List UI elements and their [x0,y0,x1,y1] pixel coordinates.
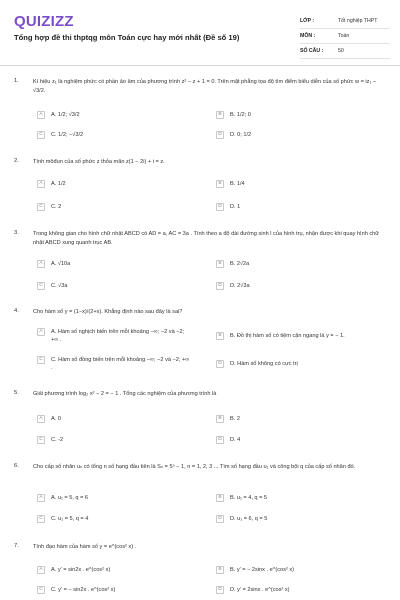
option-text: B. u₁ = 4, q = 5 [230,495,268,501]
option-text: D. Hàm số không có cực trị [230,361,298,367]
worksheet-title: Tổng hợp đề thi thptqg môn Toán cực hay mới nhất (Đề số 19) [14,33,240,42]
option-b[interactable] [216,566,380,574]
option-d[interactable] [216,586,380,594]
question-text: Tính đạo hàm của hàm số y = e^(cos² x) . [33,544,137,550]
option-text: B. 1/4 [230,181,245,187]
option-text: D. y' = 2sinx . e^(cos² x) [230,587,290,593]
option-text: C. 2 [51,204,62,210]
option-b[interactable] [216,111,380,119]
option-text: A. 1/2 [51,181,66,187]
option-c[interactable] [37,515,201,523]
option-d[interactable] [216,282,380,290]
option-text: B. 1/2; 0 [230,112,251,118]
option-text: D. 4 [230,437,241,443]
option-a[interactable] [37,566,201,574]
option-d[interactable] [216,360,380,368]
option-text: A. u₁ = 5, q = 6 [51,495,89,501]
option-letter: D [216,203,224,211]
meta-key: SỐ CÂU : [300,48,324,54]
option-c[interactable] [37,203,201,211]
option-b[interactable] [216,260,380,268]
option-d[interactable] [216,436,380,444]
option-letter: C [37,282,45,290]
option-a[interactable] [37,328,191,344]
option-text: B. 2√2a [230,261,250,267]
option-c[interactable] [37,356,191,372]
option-letter: B [216,260,224,268]
meta-row-count [300,44,390,59]
meta-value: Toán [338,33,350,39]
question-number: 3. [14,230,19,236]
question-number: 7. [14,543,19,549]
option-d[interactable] [216,203,380,211]
option-text: A. y' = sin2x . e^(cos² x) [51,567,111,573]
option-c[interactable] [37,131,201,139]
option-text: D. u₁ = 6, q = 5 [230,516,268,522]
option-letter: A [37,180,45,188]
option-text: C. √3a [51,283,68,289]
option-letter: B [216,111,224,119]
option-c[interactable] [37,282,201,290]
option-text: B. Đồ thị hàm số có tiệm cận ngang là y = − 1. [230,333,345,339]
meta-value: 50 [338,48,344,54]
option-letter: B [216,415,224,423]
option-b[interactable] [216,494,380,502]
option-letter: A [37,494,45,502]
question-text: Trong không gian cho hình chữ nhật ABCD có AD = a, AC = 3a . Tính theo a độ dài đường sinh l của hình trụ, nhận được khi quay hình chữ nhật ABCD xung quanh trục AB. [33,231,380,246]
quizizz-logo: QUIZIZZ [14,13,74,30]
question-text: Giải phương trình log₂ x² − 2 = − 1 . Tổng các nghiệm của phương trình là [33,391,217,397]
option-letter: D [216,586,224,594]
option-b[interactable] [216,332,390,340]
option-text: B. y' = − 2sinx . e^(cos² x) [230,567,295,573]
option-letter: C [37,515,45,523]
option-letter: D [216,436,224,444]
option-text: C. u₁ = 5, q = 4 [51,516,89,522]
option-text: D. 0; 1/2 [230,132,252,138]
option-letter: B [216,180,224,188]
option-text: D. 1 [230,204,241,210]
option-c[interactable] [37,586,201,594]
option-letter: B [216,566,224,574]
meta-table [300,14,390,59]
option-c[interactable] [37,436,201,444]
meta-value: Tốt nghiệp THPT [338,18,378,24]
option-letter: D [216,282,224,290]
option-letter: A [37,328,45,336]
option-letter: D [216,131,224,139]
question-text: Kí hiệu z₁ là nghiệm phức có phần ảo âm của phương trình z² − z + 1 = 0. Trên mặt phẳng tọa độ tìm điểm biểu diễn của số phức w = iz₁ − √3/2. [33,79,377,94]
option-a[interactable] [37,180,201,188]
option-text: B. 2 [230,416,240,422]
option-a[interactable] [37,260,201,268]
option-text: C. y' = − sin2x . e^(cos² x) [51,587,116,593]
option-b[interactable] [216,180,380,188]
option-letter: C [37,586,45,594]
question-number: 1. [14,78,19,84]
option-letter: D [216,515,224,523]
option-letter: C [37,356,45,364]
option-letter: D [216,360,224,368]
meta-key: LỚP : [300,18,315,24]
option-d[interactable] [216,515,380,523]
option-d[interactable] [216,131,380,139]
option-letter: A [37,260,45,268]
option-text: A. 0 [51,416,61,422]
option-a[interactable] [37,111,201,119]
option-letter: B [216,494,224,502]
option-a[interactable] [37,494,201,502]
option-letter: B [216,332,224,340]
option-text: C. -2 [51,437,64,443]
header-divider [0,65,400,66]
option-text: A. √10a [51,261,71,267]
question-text: Tính môđun của số phức z thỏa mãn z(1 − 2i) + i = z. [33,159,165,165]
option-text: C. 1/2; −√3/2 [51,132,84,138]
option-text: C. Hàm số đồng biến trên mỗi khoảng −∞; −2 và −2; +∞ . [51,357,190,371]
option-a[interactable] [37,415,201,423]
option-b[interactable] [216,415,380,423]
meta-key: MÔN : [300,33,316,39]
option-text: A. Hàm số nghịch biến trên mỗi khoảng −∞; −2 và −2; +∞ . [51,329,185,343]
meta-row-class [300,14,390,29]
option-letter: A [37,415,45,423]
option-letter: A [37,566,45,574]
option-letter: C [37,203,45,211]
option-letter: C [37,436,45,444]
question-number: 4. [14,308,19,314]
question-text: Cho cấp số nhân uₙ có tổng n số hạng đầu tiên là Sₙ = 5ⁿ − 1, n = 1, 2, 3 ... Tìm số hạng đầu u₁ và công bội q của cấp số nhân đó. [33,464,356,470]
question-number: 6. [14,463,19,469]
question-number: 2. [14,158,19,164]
option-text: A. 1/2; √3/2 [51,112,80,118]
question-number: 5. [14,390,19,396]
question-text: Cho hàm số y = (1−x)/(2+x). Khẳng định nào sau đây là sai? [33,309,183,315]
meta-row-subject [300,29,390,44]
option-letter: C [37,131,45,139]
option-text: D. 2√3a [230,283,250,289]
option-letter: A [37,111,45,119]
